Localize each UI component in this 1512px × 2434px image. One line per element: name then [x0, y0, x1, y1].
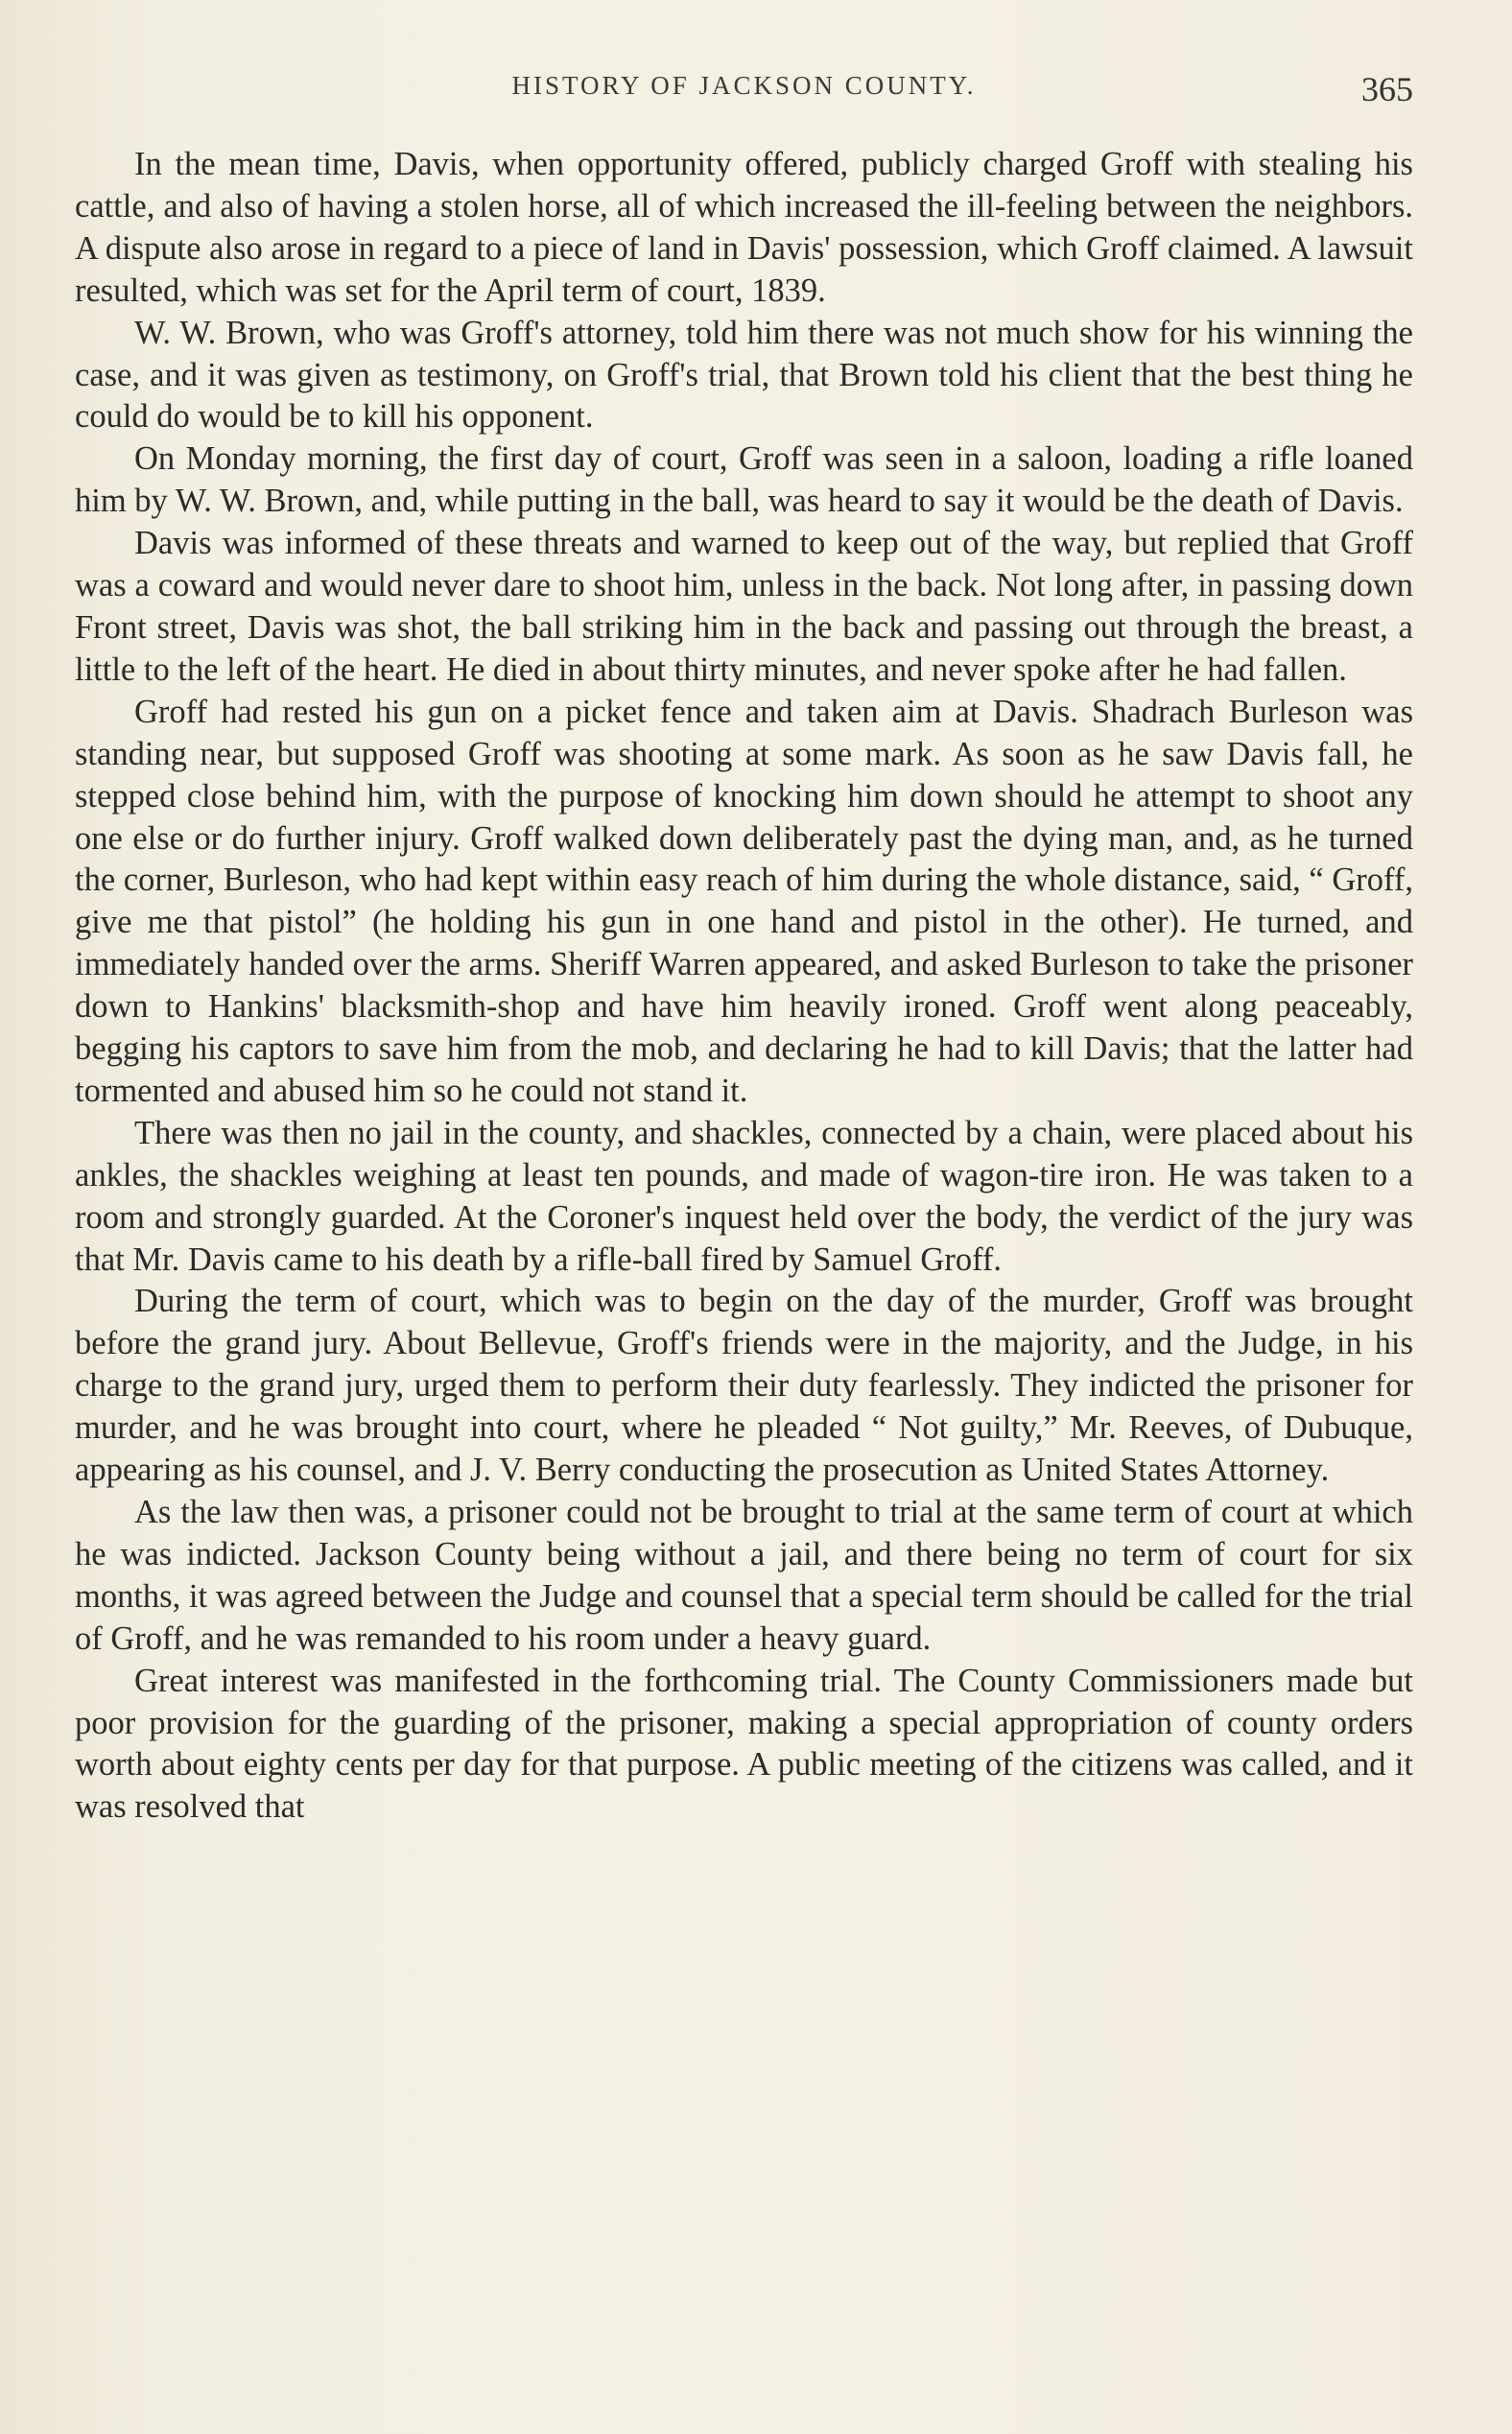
running-title: HISTORY OF JACKSON COUNTY.	[511, 71, 977, 100]
paragraph: In the mean time, Davis, when opportunity offered, publicly charged Groff with stealing his cattle, and also of having a stolen horse, all of which increased the ill-feeling between the neighbors. A dispute also arose in regard to a piece of land in Davis' possession, which Groff claimed. A lawsuit resulted, which was set for the April term of court, 1839.	[75, 146, 1413, 309]
paragraph: W. W. Brown, who was Groff's attorney, told him there was not much show for his winning the case, and it was given as testimony, on Groff's trial, that Brown told his client that the best thing he could do would be to kill his opponent.	[75, 314, 1413, 436]
page-number: 365	[1361, 70, 1413, 108]
paragraph: During the term of court, which was to begin on the day of the murder, Groff was brought before the grand jury. About Bellevue, Groff's friends were in the majority, and the Judge, in his charge to the grand jury, urged them to perform their duty fearlessly. They indicted the prisoner for murder, and he was brought into court, where he pleaded “ Not guilty,” Mr. Reeves, of Dubuque, appearing as his counsel, and J. V. Berry conducting the prosecution as United States Attorney.	[75, 1283, 1413, 1489]
body-text	[75, 144, 1413, 1829]
paragraph: There was then no jail in the county, and shackles, connected by a chain, were placed about his ankles, the shackles weighing at least ten pounds, and made of wagon-tire iron. He was taken to a room and strongly guarded. At the Coroner's inquest held over the body, the verdict of the jury was that Mr. Davis came to his death by a rifle-ball fired by Samuel Groff.	[75, 1114, 1413, 1278]
paragraph: Great interest was manifested in the forthcoming trial. The County Commissioners made but poor provision for the guarding of the prisoner, making a special appropriation of county orders worth about eighty cents per day for that purpose. A public meeting of the citizens was called, and it was resolved that	[75, 1662, 1413, 1826]
paragraph: Groff had rested his gun on a picket fence and taken aim at Davis. Shadrach Burleson was standing near, but supposed Groff was shooting at some mark. As soon as he saw Davis fall, he stepped close behind him, with the purpose of knocking him down should he attempt to shoot any one else or do further injury. Groff walked down deliberately past the dying man, and, as he turned the corner, Burleson, who had kept within easy reach of him during the whole distance, said, “ Groff, give me that pistol” (he holding his gun in one hand and pistol in the other). He turned, and immediately handed over the arms. Sheriff Warren appeared, and asked Burleson to take the prisoner down to Hankins' blacksmith-shop and have him heavily ironed. Groff went along peaceably, begging his captors to save him from the mob, and declaring he had to kill Davis; that the latter had tormented and abused him so he could not stand it.	[75, 693, 1413, 1109]
page-header	[75, 71, 1413, 109]
paragraph: Davis was informed of these threats and warned to keep out of the way, but replied that Groff was a coward and would never dare to shoot him, unless in the back. Not long after, in passing down Front street, Davis was shot, the ball striking him in the back and passing out through the breast, a little to the left of the heart. He died in about thirty minutes, and never spoke after he had fallen.	[75, 525, 1413, 688]
paragraph: As the law then was, a prisoner could not be brought to trial at the same term of court at which he was indicted. Jackson County being without a jail, and there being no term of court for six months, it was agreed between the Judge and counsel that a special term should be called for the trial of Groff, and he was remanded to his room under a heavy guard.	[75, 1494, 1413, 1657]
paragraph: On Monday morning, the first day of court, Groff was seen in a saloon, loading a rifle loaned him by W. W. Brown, and, while putting in the ball, was heard to say it would be the death of Davis.	[75, 440, 1413, 520]
